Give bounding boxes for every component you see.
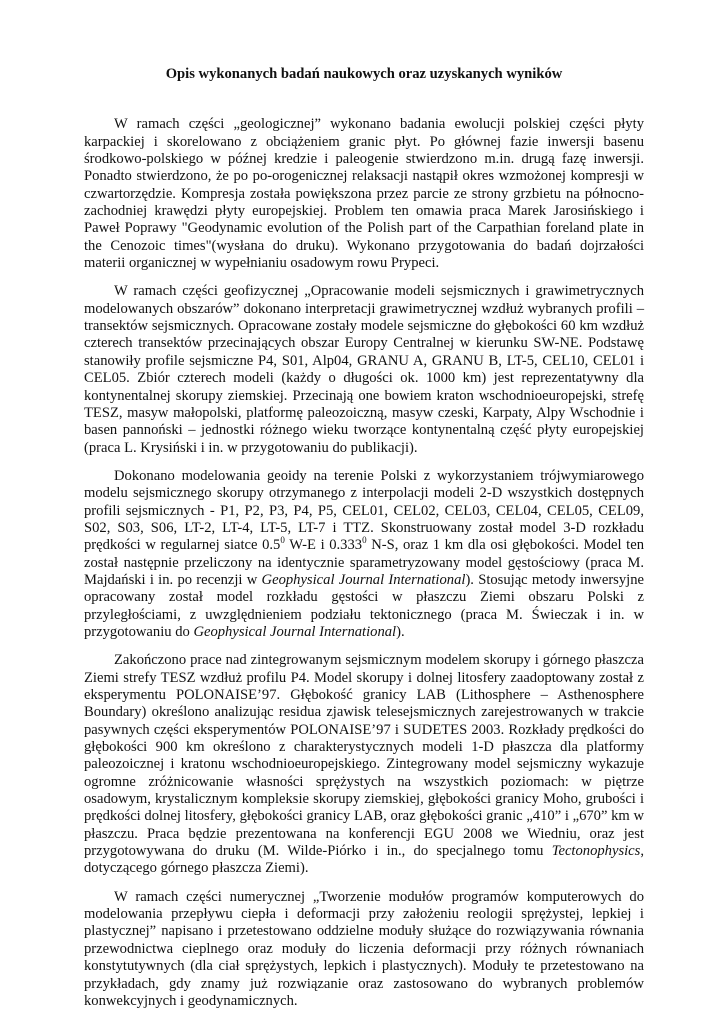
- degree-superscript: 0: [362, 535, 367, 546]
- journal-name: Geophysical Journal International: [193, 623, 397, 640]
- paragraph-geophysics: W ramach części geofizycznej „Opracowanie modeli sejsmicznych i grawimetrycznych modelowanych obszarów” dokonano interpretacji grawimetrycznej wzdłuż wybranych profili – transektów sejsmicznych. Opracowane zostały modele sejsmiczne do głębokości 60 km wzdłuż czterech transektów przecinających obszar Europy Centralnej w kierunku SW-NE. Podstawę stanowiły profile sejsmiczne P4, S01, Alp04, GRANU A, GRANU B, LT-5, CEL10, CEL01 i CEL05. Zbiór czterech modeli (każdy o długości ok. 1000 km) jest reprezentatywny dla kontynentalnej skorupy ziemskiej. Przecinają one bowiem kraton wschodnioeuropejski, strefę TESZ, masyw małopolski, platformę paleozoiczną, masyw czeski, Karpaty, Alpy Wschodnie i basen pannoński – jednostki różnego wieku tworzące kontynentalną część płyty europejskiej (praca L. Krysiński i in. w przygotowaniu do publikacji).: [84, 283, 644, 456]
- journal-name: Geophysical Journal International: [261, 571, 466, 588]
- paragraph-geology: W ramach części „geologicznej” wykonano badania ewolucji polskiej części płyty karpackiej i skorelowano z obciążeniem granic płyt. Po głównej fazie inwersji basenu środkowo-polskiego w późnej kredzie i paleogenie stwierdzono m.in. drugą fazę inwersji. Ponadto stwierdzono, że po po-orogenicznej relaksacji nastąpił okres wzmożonej kompresji w czwartorzędzie. Kompresja została powiększona przez parcie ze strony grzbietu na północno-zachodniej krawędzi płyty europejskiej. Problem ten omawia praca Marek Jarosińskiego i Paweł Poprawy "Geodynamic evolution of the Polish part of the Carpathian foreland plate in the Cenozoic times"(wysłana do druku). Wykonano przygotowania do badań dojrzałości materii organicznej w wypełnianiu osadowym rowu Prypeci.: [84, 116, 644, 272]
- document-title: Opis wykonanych badań naukowych oraz uzyskanych wyników: [165, 66, 563, 82]
- paragraph-text: Dokonano modelowania geoidy na terenie Polski z wykorzystaniem trójwymiarowego modelu sejsmicznego skorupy otrzymanego z interpolacji modeli 2-D wszystkich dostępnych profili sejsmicznych - P1, P2, P3, P4, P5, CEL01, CEL02, CEL03, CEL04, CEL05, CEL09, S02, S03, S06, LT-2, LT-4, LT-5, LT-7 i TTZ. Skonstruowany został model 3-D rozkładu prędkości w regularnej siatce 0.5: [84, 467, 644, 554]
- paragraph-text: , dotyczącego górnego płaszcza Ziemi).: [84, 843, 644, 877]
- paragraph-text: N-S, oraz 1 km dla osi głębokości. Model ten został następnie przeliczony na identycznie sparametryzowany model gęstościowy (praca M. Majdański i in. po recenzji w: [84, 537, 644, 588]
- paragraph-text: ). Stosując metody inwersyjne opracowany został model rozkładu gęstości w płaszczu Ziemi obszaru Polski z przyległościami, z uwzględnieniem podziału tektonicznego (praca M. Świeczak i in. w przygotowaniu do: [84, 571, 644, 640]
- journal-name: Tectonophysics: [551, 843, 641, 860]
- paragraph-text: W-E i 0.333: [284, 537, 363, 554]
- degree-superscript: 0: [280, 535, 285, 546]
- paragraph-tesz-model: [84, 652, 644, 877]
- paragraph-text: Zakończono prace nad zintegrowanym sejsmicznym modelem skorupy i górnego płaszcza Ziemi strefy TESZ wzdłuż profilu P4. Model skorupy i dolnej litosfery zaadoptowany został z eksperymentu POLONAISE’97. Głębokość granicy LAB (Lithosphere – Asthenosphere Boundary) określono analizując residua zjawisk telesejsmicznych zarejestrowanych w trakcie pasywnych części eksperymentów POLONAISE’97 i SUDETES 2003. Rozkłady prędkości do głębokości 900 km określono z charakterystycznych modeli 1-D płaszcza dla platformy paleozoicznej i kratonu wschodnioeuropejskiego. Zintegrowany model sejsmiczny wykazuje ogromne zróżnicowanie własności sprężystych na wszystkich poziomach: w piętrze osadowym, krystalicznym kompleksie skorupy ziemskiej, głębokości granicy Moho, grubości i prędkości dolnej litosfery, głębokości granicy LAB, oraz głębokości granic „410” i „670” km w płaszczu. Praca będzie prezentowana na konferencji EGU 2008 we Wiedniu, oraz jest przygotowywana do druku (M. Wilde-Piórko i in., do specjalnego tomu: [84, 652, 644, 860]
- paragraph-numerical: W ramach części numerycznej „Tworzenie modułów programów komputerowych do modelowania przepływu ciepła i deformacji przy założeniu reologii sprężystej, lepkiej i plastycznej” napisano i przetestowano oddzielne moduły służące do rozwiązywania równania przewodnictwa cieplnego oraz moduły do liczenia deformacji przy różnych równaniach konstytutywnych (dla ciał sprężystych, lepkich i plastycznych). Moduły te przetestowano na przykładach, gdy znamy już rozwiązanie oraz zastosowano do wybranych problemów konwekcyjnych i geodynamicznych.: [84, 888, 644, 1009]
- paragraph-text: ).: [396, 623, 405, 640]
- paragraph-geoid-modeling: [84, 468, 644, 641]
